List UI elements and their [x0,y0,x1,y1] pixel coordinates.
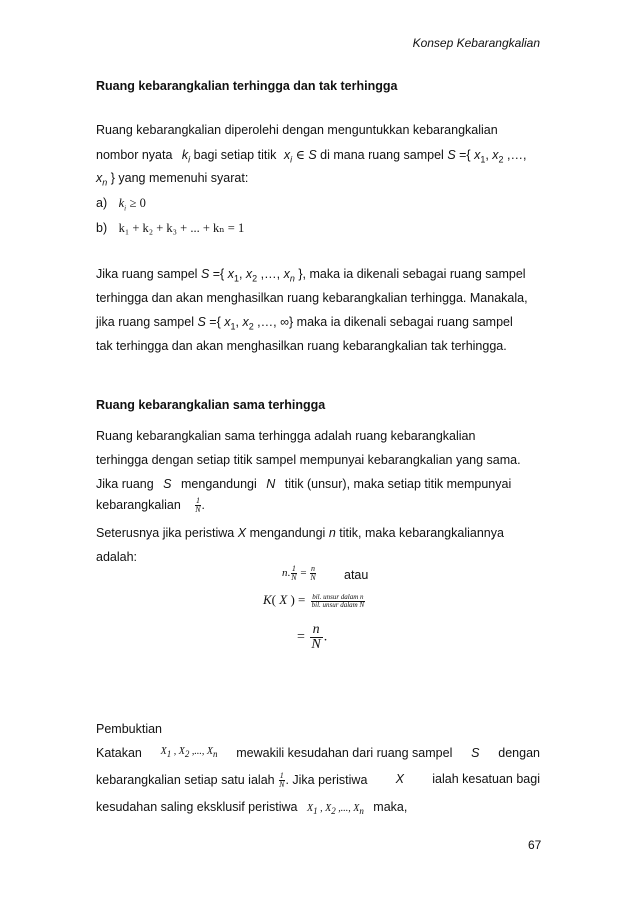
text: di mana ruang sampel [320,148,444,162]
equation-n-over-N: n. $\frac{1}{N}$ = $\frac{n}{N}$ [282,564,316,582]
text: dengan [498,746,540,760]
text: maka ia dikenali sebagai ruang sampel [296,315,513,329]
condition-a: a) $k_i \ge 0$ [96,196,146,213]
s1-p2-line4 [96,339,507,353]
fraction-denominator: bil. unsur dalam N [311,600,365,609]
label: b) [96,221,108,235]
text: jika ruang sampel [96,315,194,329]
text: kebarangkalian setiap satu ialah [96,772,275,787]
text: Jika ruang [96,477,154,491]
s2-p2-line2 [96,550,137,564]
proof-line1: Katakan $X_1$ , $X_2$ ,..., $X_n$ mewakili kesudahan dari ruang sampel S dengan [96,746,540,760]
text: mengandungi [181,477,257,491]
text: titik (unsur), maka setiap titik mempunyai [284,477,512,491]
s2-p1-line3: Jika ruang S mengandungi N titik (unsur), maka setiap titik mempunyai [96,477,512,491]
proof-line3: kesudahan saling eksklusif peristiwa $X_1$ , $X_2$ ,..., $X_n$ maka, [96,800,408,816]
text: tak terhingga dan akan menghasilkan ruang kebarangkalian tak terhingga. [96,339,507,353]
text: maka, [373,800,408,814]
s1-p1-line1 [96,123,540,137]
s2-p2-line1: Seterusnya jika peristiwa X mengandungi n titik, maka kebarangkaliannya [96,526,504,540]
s1-p2-line2 [96,291,540,305]
text: nombor nyata [96,148,173,162]
s2-p1-line1 [96,429,540,443]
text: titik, maka kebarangkaliannya [339,526,504,540]
text: Ruang kebarangkalian diperolehi dengan menguntukkan kebarangkalian [96,123,498,137]
text: Ruang kebarangkalian sama terhingga adalah ruang kebarangkalian [96,429,476,443]
s1-p1-line3: $x_n$ } yang memenuhi syarat: [96,171,249,188]
equation-probability: K( X ) = $\frac{\text{bil. unsur dalam n}}{\text{bil. unsur dalam N}}$ [263,592,365,609]
proof-line2: kebarangkalian setiap satu ialah $\frac{1}{N}$ . Jika peristiwa X ialah kesatuan bagi [96,771,540,789]
section-heading-finite-infinite: Ruang kebarangkalian terhingga dan tak terhingga [96,79,398,93]
s2-p1-line2 [96,453,521,467]
text: } yang memenuhi syarat: [110,171,249,185]
label: a) [96,196,108,210]
text: . Jika peristiwa [285,772,368,787]
s2-p1-line4: kebarangkalian $\frac{1}{N}$ . [96,496,205,514]
text: Jika ruang sampel [96,267,198,281]
text: adalah: [96,550,138,564]
s1-p2-line3: jika ruang sampel S ={ $x_1$, $x_2$ ,…, ∞} maka ia dikenali sebagai ruang sampel [96,315,513,332]
text: , maka ia dikenali sebagai ruang sampel [302,267,526,281]
condition-b [96,220,244,236]
proof-title: Pembuktian [96,722,163,736]
text: kebarangkalian [96,497,181,512]
text: kesudahan saling eksklusif peristiwa [96,800,298,814]
equation-result: = $\frac{n}{N}$ . [297,622,328,652]
atau-label: atau [344,568,369,582]
running-title: Konsep Kebarangkalian [412,36,540,50]
page-number: 67 [528,838,542,852]
s1-p1-line2: nombor nyata $k_i$ bagi setiap titik $x_i$ ∈ S di mana ruang sampel S ={ $x_1$, $x_2$ ,…, [96,148,527,165]
section-heading-equal-finite: Ruang kebarangkalian sama terhingga [96,398,326,412]
text: mengandungi [249,526,326,540]
text: terhingga dengan setiap titik sampel mempunyai kebarangkalian yang sama. [96,453,521,467]
text: bagi setiap titik [193,148,277,162]
fraction-numerator: bil. unsur dalam n [312,592,364,601]
text: mewakili kesudahan dari ruang sampel [236,746,453,760]
text: Seterusnya jika peristiwa [96,526,235,540]
text: Katakan [96,746,142,760]
equation: k₁ + k₂ + k₃ + ... + kₙ = 1 [118,221,245,235]
s1-p2-line1: Jika ruang sampel S ={ $x_1$, $x_2$ ,…, $x_n$ }, maka ia dikenali sebagai ruang sampel [96,267,526,284]
text: terhingga dan akan menghasilkan ruang kebarangkalian terhingga. Manakala, [96,291,528,305]
text: ialah kesatuan bagi [432,772,540,786]
